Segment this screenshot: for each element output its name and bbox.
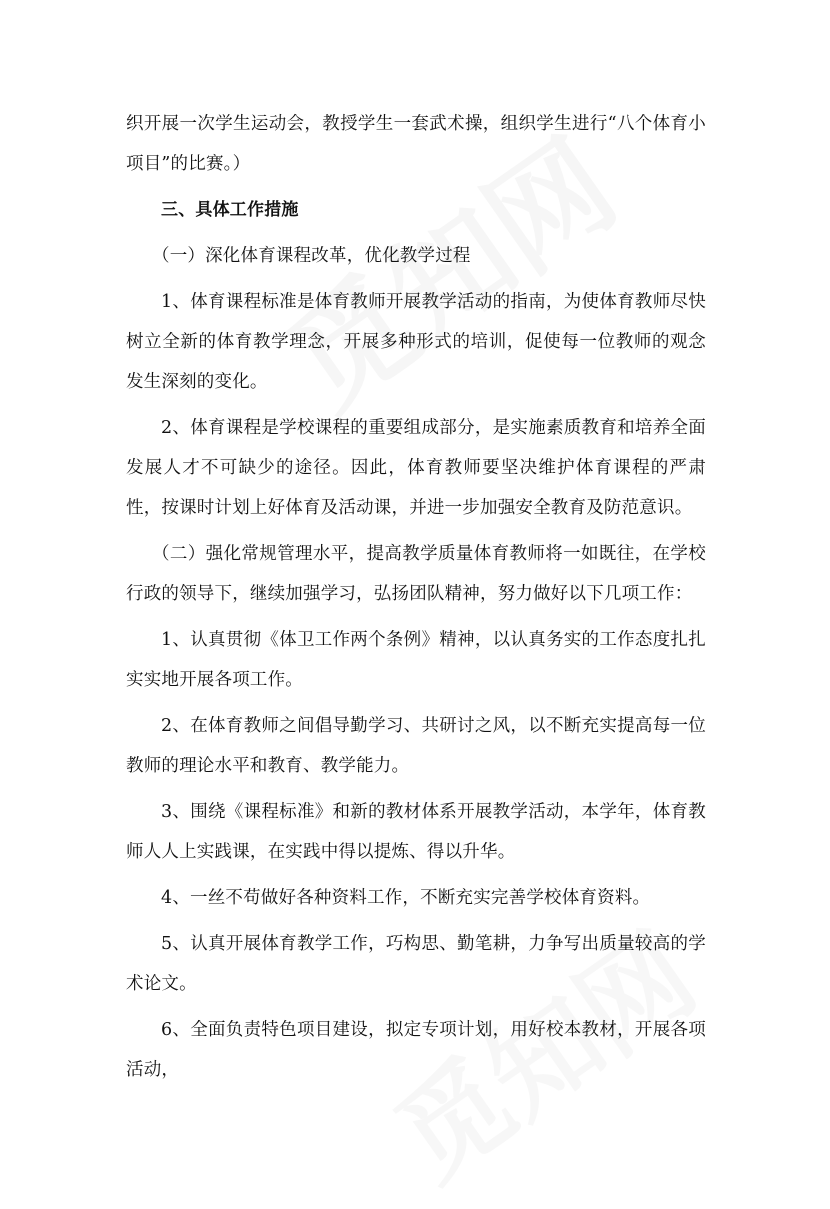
paragraph: 3、围绕《课程标准》和新的教材体系开展教学活动，本学年，体育教师人人上实践课，在实践中得以提炼、得以升华。 xyxy=(126,802,706,862)
document-body xyxy=(126,104,706,1096)
paragraph-continuation: 织开展一次学生运动会，教授学生一套武术操，组织学生进行“八个体育小项目”的比赛。） xyxy=(126,114,706,174)
section-heading: 三、具体工作措施 xyxy=(161,200,299,220)
subsection-paragraph: （二）强化常规管理水平，提高教学质量体育教师将一如既往，在学校行政的领导下，继续加强学习，弘扬团队精神，努力做好以下几项工作： xyxy=(126,544,706,604)
paragraph: 2、体育课程是学校课程的重要组成部分，是实施素质教育和培养全面发展人才不可缺少的途径。因此，体育教师要坚决维护体育课程的严肃性，按课时计划上好体育及活动课，并进一步加强安全教育及防范意识。 xyxy=(126,418,706,518)
paragraph: 1、体育课程标准是体育教师开展教学活动的指南，为使体育教师尽快树立全新的体育教学理念，开展多种形式的培训，促使每一位教师的观念发生深刻的变化。 xyxy=(126,292,706,392)
paragraph: 1、认真贯彻《体卫工作两个条例》精神，以认真务实的工作态度扎扎实实地开展各项工作。 xyxy=(126,630,706,690)
paragraph: 5、认真开展体育教学工作，巧构思、勤笔耕，力争写出质量较高的学术论文。 xyxy=(126,934,706,994)
paragraph: 4、一丝不苟做好各种资料工作，不断充实完善学校体育资料。 xyxy=(161,888,651,908)
subsection-heading: （一）深化体育课程改革，优化教学过程 xyxy=(152,246,471,266)
paragraph: 2、在体育教师之间倡导勤学习、共研讨之风，以不断充实提高每一位教师的理论水平和教育、教学能力。 xyxy=(126,716,706,776)
paragraph: 6、全面负责特色项目建设，拟定专项计划，用好校本教材，开展各项活动， xyxy=(126,1020,706,1080)
